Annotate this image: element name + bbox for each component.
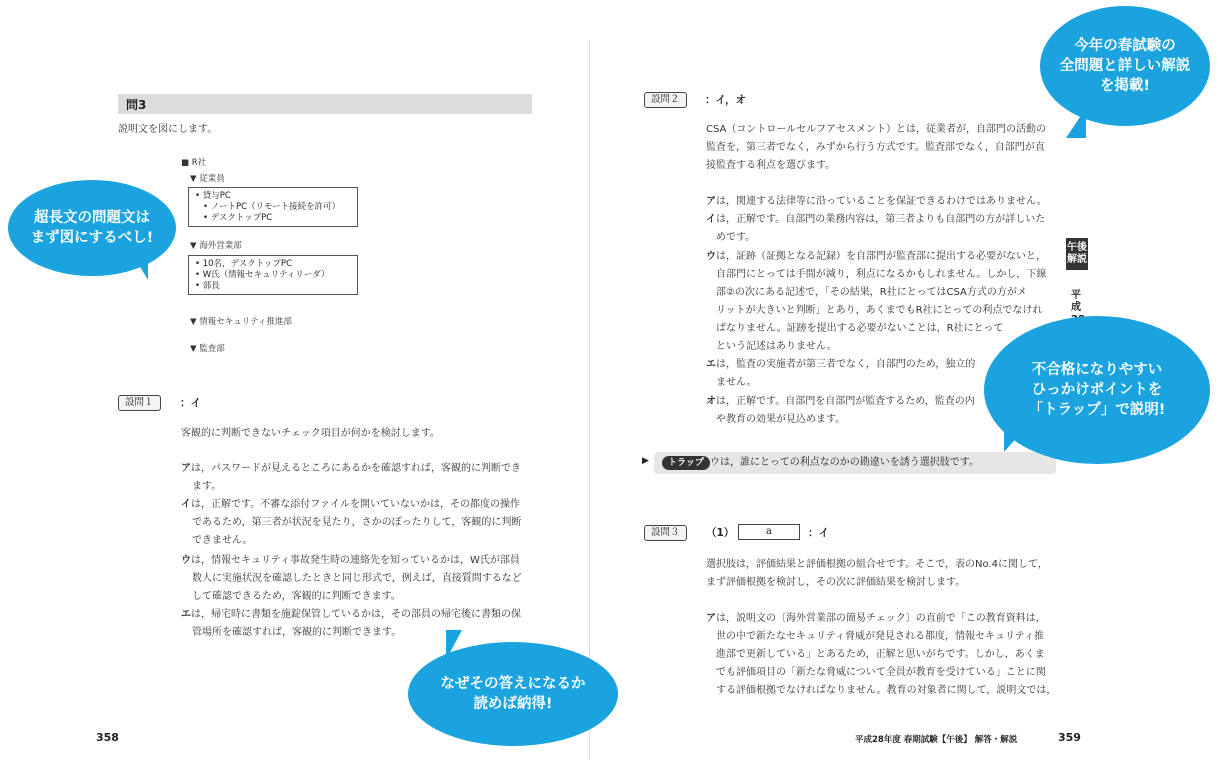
side-text: 平成 [1071, 290, 1081, 313]
tree-box-line: • デスクトップPC [203, 213, 273, 223]
callout-bubble-coverage [1040, 6, 1210, 126]
option-text: は，パスワードが見えるところにあるかを確認すれば，客観的に判断でき [191, 463, 521, 474]
tree-box-line: • 部長 [195, 281, 220, 291]
bubble-line: 今年の春試験の [1074, 38, 1176, 54]
option-lead: エ [706, 359, 716, 370]
r-option-u-line [706, 248, 1046, 266]
bubble-line: を掲載! [1099, 78, 1151, 94]
q3-option-a-line: する評価根拠でなければなりません。教育の対象者に関して，説明文では， [716, 685, 1057, 696]
option-text: は，証跡（証拠となる記録）を自部門が監査部に提出する必要がないと， [716, 251, 1046, 262]
page-number-left: 358 [96, 731, 119, 744]
option-i-line: できません。 [192, 535, 253, 546]
tree-box-line: • W氏（情報セキュリティリーダ） [195, 270, 330, 280]
callout-bubble-answer [408, 642, 618, 746]
tree-group-security: ▼ 情報セキュリティ推進部 [190, 317, 292, 327]
question-heading: 問3 [126, 98, 147, 112]
r-option-e-line [706, 356, 975, 374]
tree-box-line: • 貸与PC [195, 191, 231, 201]
question2-answer: ：イ，オ [705, 94, 747, 106]
bubble-line: ひっかけポイントを [1031, 382, 1163, 398]
q3-option-a-line: 進部で更新している」とあるため，正解と思いがちです。しかし，あくま [716, 649, 1045, 660]
question3-intro-line: まず評価根拠を検討し，その次に評価結果を検討します。 [706, 577, 966, 588]
r-option-u-line: リットが大きいと判断」とあり，あくまでもR社にとっての利点でなけれ [716, 305, 1043, 316]
question2-tag: 設問２ [644, 92, 687, 108]
tree-box-line: • ノートPC（リモート接続を許可） [203, 202, 341, 212]
q3-option-a-line: 世の中で新たなセキュリティ脅威が発見される都度，情報セキュリティ推 [716, 631, 1044, 642]
option-lead: ア [181, 463, 191, 474]
tree-root: ■ R社 [181, 158, 207, 168]
question-heading-bar [118, 94, 532, 114]
bubble-line: 「トラップ」で説明! [1028, 402, 1166, 418]
option-text: は，正解です。自部門の業務内容は，第三者よりも自部門の方が詳しいた [716, 214, 1046, 225]
trap-badge: トラップ [662, 456, 710, 470]
option-u-line: して確認できるため，客観的に判断できます。 [192, 591, 401, 602]
r-option-a-line [706, 193, 1047, 211]
callout-bubble-trap [984, 316, 1210, 464]
bubble-line: まず図にするべし! [30, 230, 154, 246]
option-lead: ウ [181, 555, 191, 566]
bubble-line: 読めば納得! [473, 696, 553, 712]
tree-box-employees [188, 187, 358, 227]
option-lead: オ [706, 396, 716, 407]
bubble-line: 不合格になりやすい [1031, 362, 1163, 378]
page-gutter [589, 40, 590, 760]
tree-group-employees: ▼ 従業員 [190, 174, 225, 184]
option-lead: ウ [706, 251, 716, 262]
r-option-o-line: や教育の効果が見込めます。 [716, 414, 846, 425]
trap-text: ウは，誰にとっての利点なのかの勘違いを誘う選択肢です。 [710, 457, 979, 468]
question3-intro-line: 選択肢は，評価結果と評価根拠の組合せです。そこで，表のNo.4に関して， [706, 559, 1048, 570]
option-text: は，監査の実施者が第三者でなく，自部門のため，独立的 [716, 359, 976, 370]
option-text: は，正解です。不審な添付ファイルを開いていないかは，その都度の操作 [191, 499, 520, 510]
callout-bubble-diagram [8, 180, 176, 276]
tree-box-overseas [188, 255, 358, 295]
intro-text: 説明文を図にします。 [118, 124, 218, 135]
tree-group-overseas: ▼ 海外営業部 [190, 241, 242, 251]
question3-answer: ：イ [808, 527, 829, 539]
bubble-line: 全問題と詳しい解説 [1059, 58, 1191, 74]
r-option-e-line: ません。 [716, 377, 757, 388]
option-a-line: ます。 [192, 481, 222, 492]
option-i-line: であるため，第三者が状況を見たり，さかのぼったりして，客観的に判断 [192, 517, 522, 528]
bubble-line: 超長文の問題文は [34, 210, 150, 226]
trap-box [654, 452, 1056, 474]
r-option-i-line [706, 211, 1045, 229]
option-e-line: 管場所を確認すれば，客観的に判断できます。 [192, 627, 402, 638]
option-lead: ア [706, 196, 716, 207]
r-option-o-line [706, 393, 975, 411]
question3-tag: 設問３ [644, 525, 687, 541]
trap-arrow-icon: ▶ [642, 456, 649, 466]
option-e-line [181, 606, 521, 624]
question2-intro-line: 接監査する利点を選びます。 [706, 160, 836, 171]
option-i-line [181, 496, 520, 514]
question2-intro-line: CSA（コントロールセルフアセスメント）とは，従業者が，自部門の活動の [706, 124, 1047, 135]
option-u-line [181, 552, 520, 570]
page-number-right: 359 [1058, 731, 1081, 744]
question2-intro-line: 監査を，第三者でなく，みずから行う方式です。監査部でなく，自部門が直 [706, 142, 1045, 153]
option-text: は，説明文の〔海外営業部の簡易チェック〕の直前で「この教育資料は， [716, 613, 1046, 624]
option-text: は，正解です。自部門を自部門が監査するため，監査の内 [716, 396, 975, 407]
bubble-line: なぜその答えになるか [440, 676, 586, 692]
question3-part: （1） [706, 527, 735, 539]
q3-option-a-line [706, 610, 1046, 628]
question1-answer: ：イ [180, 397, 201, 409]
option-u-line: 数人に実施状況を確認したときと同じ形式で，例えば，直接質問するなど [192, 573, 522, 584]
tree-box-line: • 10名，デスクトップPC [195, 259, 292, 269]
footer-text: 平成28年度 春期試験【午後】 解答・解説 [855, 735, 1018, 745]
r-option-u-line: ばなりません。証跡を提出する必要がないことは，R社にとって [716, 323, 1004, 334]
answer-blank-a: a [738, 524, 800, 540]
r-option-u-line: 自部門にとっては手間が減り，利点になるかもしれません。しかし，下線 [716, 269, 1047, 280]
r-option-i-line: めです。 [716, 232, 756, 243]
option-lead: ア [706, 613, 716, 624]
q3-option-a-line: でも評価項目の「新たな脅威について全員が教育を受けている」ことに関 [716, 667, 1046, 678]
option-lead: エ [181, 609, 191, 620]
question1-tag: 設問１ [118, 395, 161, 411]
option-a-line [181, 460, 521, 478]
option-text: は，帰宅時に書類を施錠保管しているかは，その部員の帰宅後に書類の保 [191, 609, 521, 620]
side-tab: 午後解説 [1066, 238, 1088, 270]
tree-group-audit: ▼ 監査部 [190, 344, 225, 354]
option-lead: イ [181, 499, 191, 510]
question1-intro: 客観的に判断できないチェック項目が何かを検討します。 [181, 428, 440, 439]
option-text: は，関連する法律等に沿っていることを保証できるわけではありません。 [716, 196, 1047, 207]
option-text: は，情報セキュリティ事故発生時の連絡先を知っているかは，W氏が部員 [191, 555, 520, 566]
r-option-u-line: という記述はありません。 [716, 341, 837, 352]
r-option-u-line: 部②の次にある記述で，「その結果，R社にとってはCSA方式の方がメ [716, 287, 1027, 298]
option-lead: イ [706, 214, 716, 225]
